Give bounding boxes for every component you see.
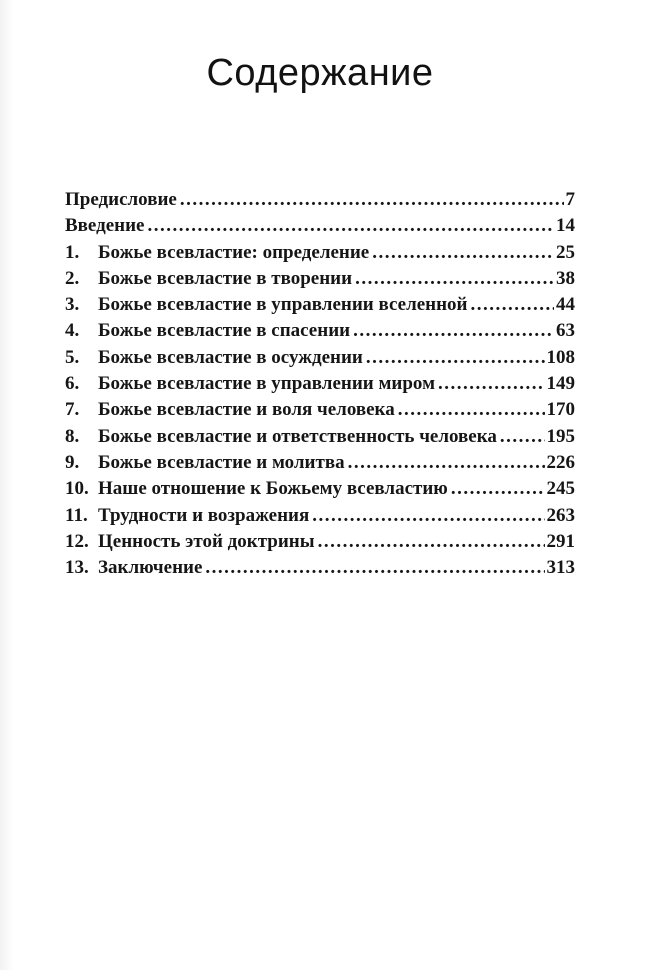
toc-list	[65, 187, 575, 581]
toc-entry-title: Трудности и возражения	[98, 504, 310, 526]
toc-entry-title: Ценность этой доктрины	[98, 530, 315, 552]
dot-leader	[398, 397, 545, 423]
toc-entry-title: Божье всевластие в творении	[98, 267, 353, 289]
toc-entry-title: Божье всевластие и молитва	[98, 451, 345, 473]
toc-entry-page: 25	[556, 241, 575, 263]
toc-entry-number: 1.	[65, 241, 80, 263]
toc-entry-title: Божье всевластие в управлении вселенной	[98, 294, 468, 316]
toc-entry-page: 38	[556, 267, 575, 289]
toc-entry-page: 245	[546, 478, 575, 500]
dot-leader	[355, 266, 554, 292]
dot-leader	[353, 318, 554, 344]
dot-leader	[500, 424, 545, 450]
toc-entry-title: Введение	[65, 215, 145, 237]
dot-leader	[312, 503, 544, 529]
toc-entry-number: 10.	[65, 478, 89, 500]
dot-leader	[205, 555, 544, 581]
page-title: Содержание	[206, 52, 434, 94]
dot-leader	[148, 213, 555, 239]
toc-entry-number: 11.	[65, 504, 88, 526]
toc-entry-number: 8.	[65, 425, 80, 447]
toc-entry-title: Божье всевластие и воля человека	[98, 399, 395, 421]
dot-leader	[438, 371, 544, 397]
toc-entry-page: 313	[546, 557, 575, 579]
toc-entry-title: Божье всевластие: определение	[98, 241, 370, 263]
toc-entry-title: Наше отношение к Божьему всевластию	[98, 478, 448, 500]
toc-entry-title: Божье всевластие и ответственность человека	[98, 425, 497, 447]
toc-entry	[65, 424, 575, 450]
toc-entry-page: 263	[546, 504, 575, 526]
toc-entry-page: 149	[546, 373, 575, 395]
toc-entry-title: Заключение	[98, 557, 203, 579]
toc-entry-page: 195	[546, 425, 575, 447]
toc-entry-page: 226	[546, 451, 575, 473]
toc-entry-page: 108	[546, 346, 575, 368]
toc-entry-number: 4.	[65, 320, 80, 342]
toc-entry-page: 7	[565, 189, 575, 210]
toc-entry	[65, 450, 575, 476]
toc-entry	[65, 476, 575, 502]
toc-entry-page: 63	[556, 320, 575, 342]
toc-entry-number: 9.	[65, 451, 80, 473]
toc-entry-number: 13.	[65, 557, 89, 579]
toc-entry	[65, 371, 575, 397]
toc-entry-number: 5.	[65, 346, 80, 368]
toc-entry	[65, 503, 575, 529]
toc-entry-page: 291	[546, 530, 575, 552]
toc-entry	[65, 555, 575, 581]
toc-entry-number: 2.	[65, 267, 80, 289]
toc-entry-number: 6.	[65, 373, 80, 395]
toc-entry	[65, 345, 575, 371]
toc-entry	[65, 397, 575, 423]
dot-leader	[471, 292, 555, 318]
dot-leader	[318, 529, 545, 555]
dot-leader	[372, 240, 554, 266]
dot-leader	[348, 450, 545, 476]
toc-entry	[65, 529, 575, 555]
toc-entry-title: Божье всевластие в осуждении	[98, 346, 363, 368]
dot-leader	[451, 476, 545, 502]
toc-entry-page: 14	[556, 215, 575, 237]
toc-entry	[65, 292, 575, 318]
toc-entry	[65, 266, 575, 292]
toc-entry-number: 12.	[65, 530, 89, 552]
toc-entry-page: 170	[546, 399, 575, 421]
toc-entry	[65, 187, 575, 213]
toc-entry-number: 3.	[65, 294, 80, 316]
toc-entry-number: 7.	[65, 399, 80, 421]
toc-entry-title: Предисловие	[65, 189, 177, 210]
toc-entry-page: 44	[556, 294, 575, 316]
toc-entry-title: Божье всевластие в управлении миром	[98, 373, 436, 395]
toc-entry	[65, 318, 575, 344]
dot-leader	[366, 345, 545, 371]
toc-entry	[65, 213, 575, 239]
toc-entry	[65, 240, 575, 266]
dot-leader	[180, 187, 564, 213]
toc-entry-title: Божье всевластие в спасении	[98, 320, 351, 342]
